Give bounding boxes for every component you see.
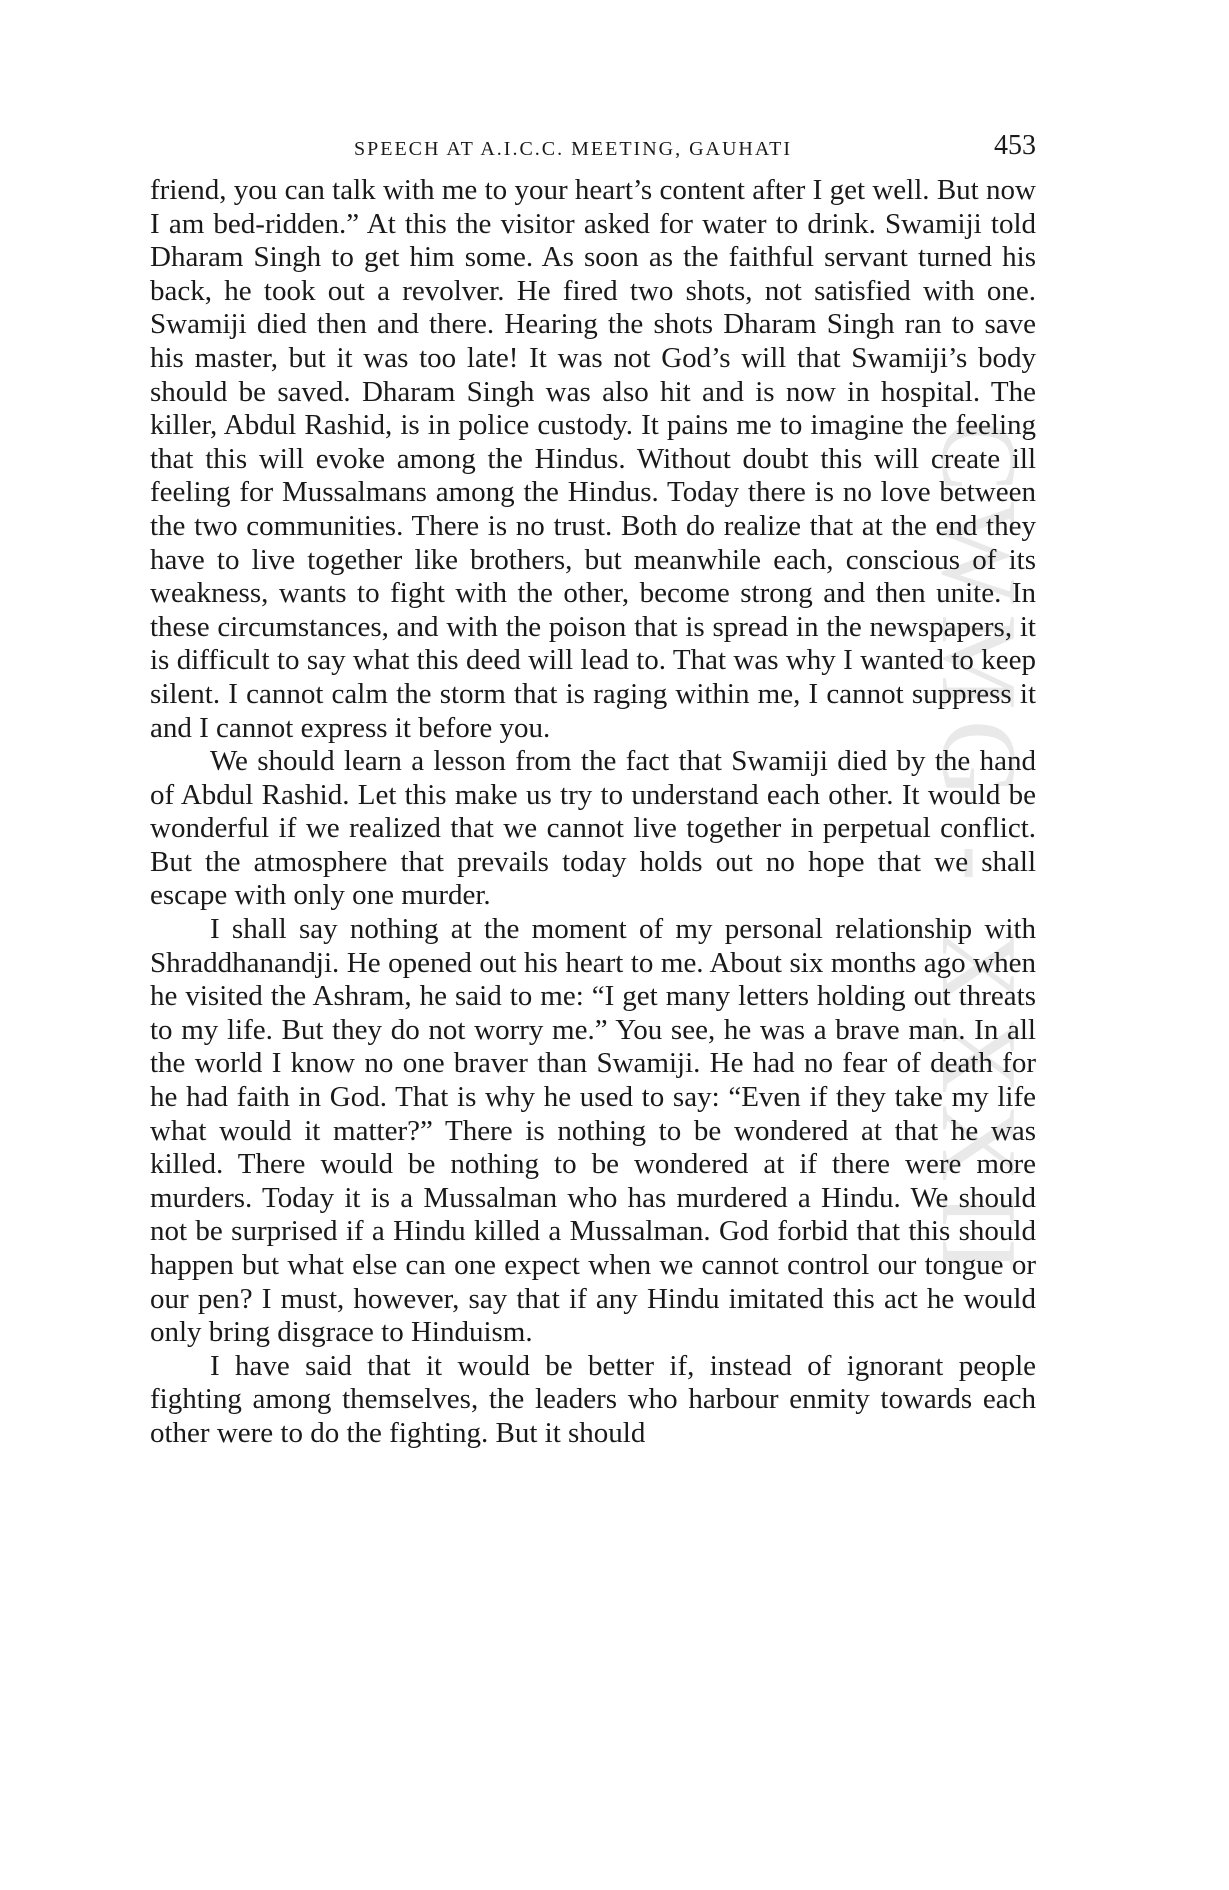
watermark: CWMG - XXXII (919, 420, 1038, 1284)
paragraph-3: I shall say nothing at the moment of my personal relationship with Shraddhanandji. He opened out his heart to me. About six months ago when he visited the Ashram, he said to me: “I get many letters holding out threats to my life. But they do not worry me.” You see, he was a brave man. In all the world I know no one braver than Swamiji. He had no fear of death for he had faith in God. That is why he used to say: “Even if they take my life what would it matter?” There is nothing to be wondered at that he was killed. There would be nothing to be wondered at if there were more murders. Today it is a Mussalman who has murdered a Hindu. We should not be surprised if a Hindu killed a Mussalman. God forbid that this should happen but what else can one expect when we cannot control our tongue or our pen? I must, however, say that if any Hindu imitated this act he would only bring disgrace to Hinduism. (150, 913, 1036, 1349)
page-number: 453 (994, 130, 1036, 161)
paragraph-4: I have said that it would be better if, instead of ignorant people fighting among themselves, the leaders who harbour enmity towards each other were to do the fighting. But it should (150, 1349, 1036, 1449)
body-text (150, 174, 1036, 1451)
page-header (150, 128, 1036, 168)
running-head: SPEECH AT A.I.C.C. MEETING, GAUHATI (354, 138, 792, 160)
paragraph-1: friend, you can talk with me to your heart’s content after I get well. But now I am bed-ridden.” At this the visitor asked for water to drink. Swamiji told Dharam Singh to get him some. As soon as the faithful servant turned his back, he took out a revolver. He fired two shots, not satisfied with one. Swamiji died then and there. Hearing the shots Dharam Singh ran to save his master, but it was too late! It was not God’s will that Swamiji’s body should be saved. Dharam Singh was also hit and is now in hospital. The killer, Abdul Rashid, is in police custody. It pains me to imagine the feeling that this will evoke among the Hindus. Without doubt this will create ill feeling for Mussalmans among the Hindus. Today there is no love between the two communities. There is no trust. Both do realize that at the end they have to live together like brothers, but meanwhile each, conscious of its weakness, wants to fight with the other, become strong and then unite. In these circumstances, and with the poison that is spread in the newspapers, it is difficult to say what this deed will lead to. That was why I wanted to keep silent. I cannot calm the storm that is raging within me, I cannot suppress it and I cannot express it before you. (150, 174, 1036, 744)
book-page (150, 128, 1036, 1451)
paragraph-2: We should learn a lesson from the fact that Swamiji died by the hand of Abdul Rashid. Let this make us try to understand each other. It would be wonderful if we realized that we cannot live together in perpetual conflict. But the atmosphere that prevails today holds out no hope that we shall escape with only one murder. (150, 745, 1036, 912)
